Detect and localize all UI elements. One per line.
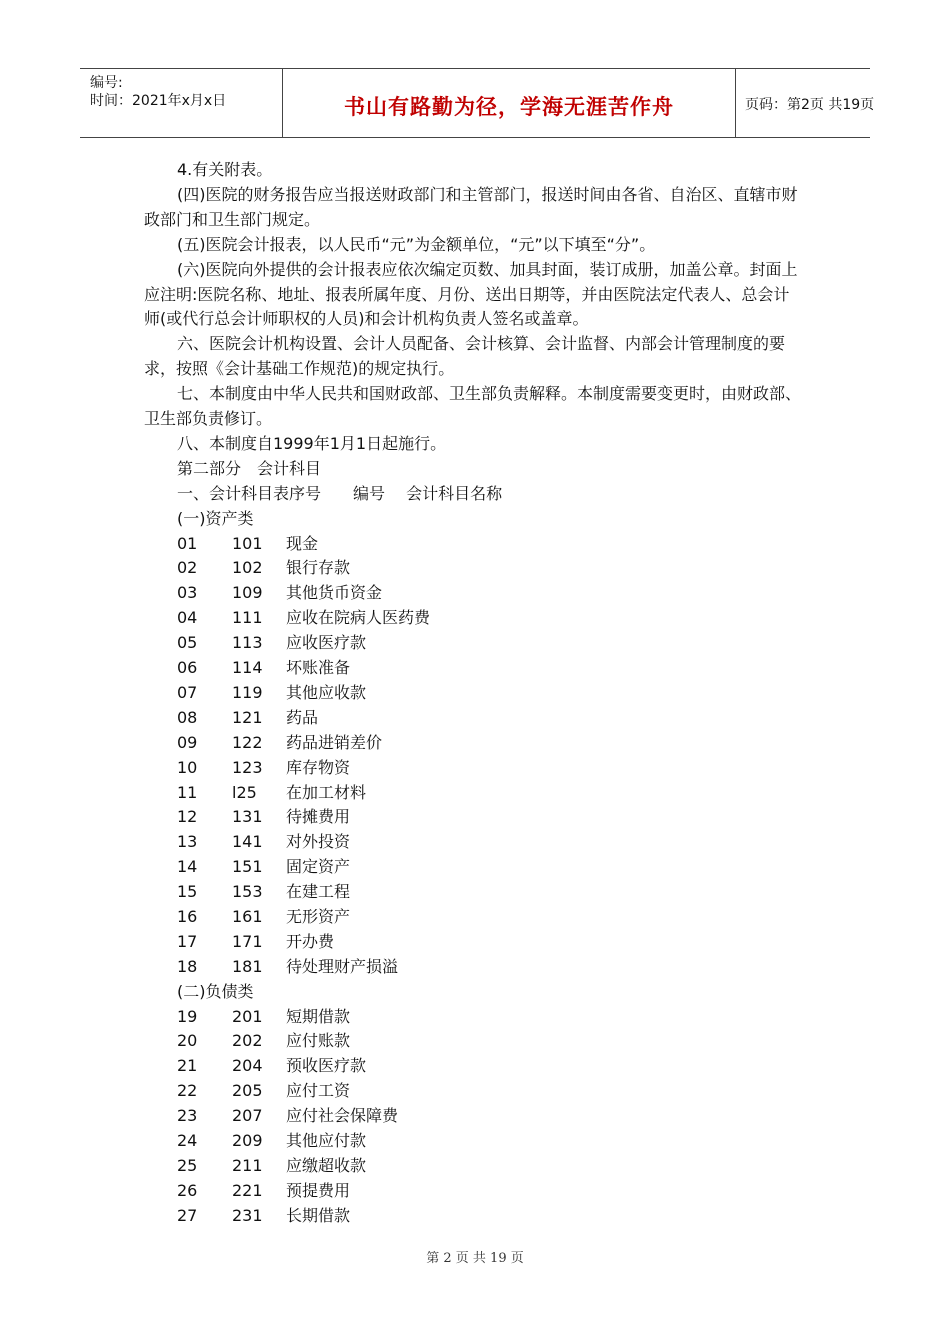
item-seq: 14	[177, 857, 198, 877]
item-seq: 17	[177, 931, 198, 951]
item-name: 其他应收款	[286, 682, 367, 702]
item-seq: 03	[177, 583, 198, 603]
item-seq: 19	[177, 1006, 198, 1026]
item-code: 102	[232, 558, 263, 578]
item-code: 153	[232, 882, 263, 902]
item-name: 待处理财产损溢	[286, 956, 399, 976]
item-code: 209	[232, 1130, 263, 1150]
time-label: 时间：2021年x月x日	[90, 93, 227, 109]
item-code: 202	[232, 1031, 263, 1051]
item-name: 在加工材料	[286, 782, 367, 802]
item-name: 待摊费用	[286, 807, 351, 827]
item-name: 对外投资	[286, 832, 351, 852]
header-page-cell	[735, 69, 875, 137]
paragraph: 八、本制度自1999年1月1日起施行。	[177, 433, 447, 453]
item-code: l25	[232, 782, 257, 802]
item-seq: 10	[177, 757, 198, 777]
list-item	[144, 1204, 804, 1229]
item-name: 应缴超收款	[286, 1155, 367, 1175]
item-name: 银行存款	[286, 558, 351, 578]
item-code: 171	[232, 931, 263, 951]
item-code: 119	[232, 682, 263, 702]
item-code: 161	[232, 906, 263, 926]
item-code: 231	[232, 1205, 263, 1225]
list-item	[144, 781, 804, 806]
item-code: 211	[232, 1155, 263, 1175]
list-item	[144, 1154, 804, 1179]
header-motto-cell	[282, 69, 736, 137]
list-item	[144, 756, 804, 781]
list-item	[144, 905, 804, 930]
category-liabilities: (二)负债类	[177, 981, 254, 1001]
paragraph: (四)医院的财务报告应当报送财政部门和主管部门，报送时间由各省、自治区、直辖市财政部门和卫生部门规定。	[144, 184, 798, 229]
item-code: 123	[232, 757, 263, 777]
list-item	[144, 706, 804, 731]
item-seq: 21	[177, 1056, 198, 1076]
list-item	[144, 855, 804, 880]
list-item	[144, 1129, 804, 1154]
item-code: 122	[232, 732, 263, 752]
item-name: 现金	[286, 533, 319, 553]
item-code: 141	[232, 832, 263, 852]
item-name: 应付账款	[286, 1031, 351, 1051]
item-name: 固定资产	[286, 857, 351, 877]
item-seq: 07	[177, 682, 198, 702]
item-seq: 24	[177, 1130, 198, 1150]
list-item	[144, 830, 804, 855]
list-item	[144, 581, 804, 606]
item-name: 长期借款	[286, 1205, 351, 1225]
item-code: 221	[232, 1180, 263, 1200]
item-code: 201	[232, 1006, 263, 1026]
item-code: 207	[232, 1106, 263, 1126]
list-item	[144, 930, 804, 955]
item-name: 坏账准备	[286, 658, 351, 678]
item-name: 药品	[286, 707, 319, 727]
list-item	[144, 1079, 804, 1104]
item-code: 121	[232, 707, 263, 727]
item-seq: 02	[177, 558, 198, 578]
list-item	[144, 606, 804, 631]
page-header	[80, 68, 875, 138]
item-seq: 23	[177, 1106, 198, 1126]
list-item	[144, 532, 804, 557]
code-label: 编号:	[90, 75, 123, 91]
list-item	[144, 1054, 804, 1079]
item-seq: 26	[177, 1180, 198, 1200]
item-name: 应付社会保障费	[286, 1106, 399, 1126]
list-item	[144, 631, 804, 656]
paragraph: 4.有关附表。	[177, 160, 273, 179]
item-seq: 08	[177, 707, 198, 727]
page-footer: 第 2 页 共 19 页	[426, 1251, 524, 1266]
item-name: 开办费	[286, 931, 335, 951]
item-code: 151	[232, 857, 263, 877]
section-title: 第二部分 会计科目	[177, 458, 322, 478]
item-seq: 06	[177, 658, 198, 678]
item-name: 其他应付款	[286, 1130, 367, 1150]
item-seq: 13	[177, 832, 198, 852]
item-seq: 16	[177, 906, 198, 926]
paragraph: (五)医院会计报表，以人民币“元”为金额单位，“元”以下填至“分”。	[177, 234, 656, 254]
paragraph: 七、本制度由中华人民共和国财政部、卫生部负责解释。本制度需要变更时，由财政部、卫生部负责修订。	[144, 384, 802, 429]
item-code: 111	[232, 608, 263, 628]
item-name: 无形资产	[286, 906, 351, 926]
item-seq: 25	[177, 1155, 198, 1175]
item-code: 181	[232, 956, 263, 976]
item-seq: 11	[177, 782, 198, 802]
list-item	[144, 880, 804, 905]
item-name: 库存物资	[286, 757, 351, 777]
item-seq: 22	[177, 1081, 198, 1101]
item-name: 其他货币资金	[286, 583, 383, 603]
paragraph: 六、医院会计机构设置、会计人员配备、会计核算、会计监督、内部会计管理制度的要求，按照《会计基础工作规范)的规定执行。	[144, 334, 786, 379]
item-code: 131	[232, 807, 263, 827]
item-name: 应付工资	[286, 1081, 351, 1101]
item-code: 101	[232, 533, 263, 553]
item-name: 短期借款	[286, 1006, 351, 1026]
item-seq: 27	[177, 1205, 198, 1225]
item-seq: 01	[177, 533, 198, 553]
item-seq: 15	[177, 882, 198, 902]
item-seq: 09	[177, 732, 198, 752]
item-code: 114	[232, 658, 263, 678]
list-item	[144, 1104, 804, 1129]
item-name: 在建工程	[286, 882, 351, 902]
item-code: 204	[232, 1056, 263, 1076]
item-seq: 20	[177, 1031, 198, 1051]
item-name: 预提费用	[286, 1180, 351, 1200]
list-item	[144, 1029, 804, 1054]
liabilities-list	[144, 1005, 804, 1229]
motto: 书山有路勤为径，学海无涯苦作舟	[344, 94, 674, 119]
list-item	[144, 805, 804, 830]
paragraph: (六)医院向外提供的会计报表应依次编定页数、加具封面，装订成册，加盖公章。封面上应注明:医院名称、地址、报表所属年度、月份、送出日期等，并由医院法定代表人、总会计师(或代行总会计师职权的人员)和会计机构负责人签名或盖章。	[144, 259, 798, 329]
item-name: 应收在院病人医药费	[286, 608, 431, 628]
table-heading: 一、会计科目表序号 编号 会计科目名称	[177, 483, 503, 503]
item-code: 205	[232, 1081, 263, 1101]
list-item	[144, 556, 804, 581]
header-meta-cell	[80, 69, 282, 137]
list-item	[144, 955, 804, 980]
category-assets: (一)资产类	[177, 508, 254, 528]
item-code: 109	[232, 583, 263, 603]
item-code: 113	[232, 633, 263, 653]
item-seq: 12	[177, 807, 198, 827]
item-name: 预收医疗款	[286, 1056, 367, 1076]
item-seq: 18	[177, 956, 198, 976]
page-info: 页码：第2页 共19页	[745, 97, 875, 113]
list-item	[144, 1005, 804, 1030]
item-name: 药品进销差价	[286, 732, 383, 752]
list-item	[144, 681, 804, 706]
list-item	[144, 656, 804, 681]
list-item	[144, 1179, 804, 1204]
item-seq: 05	[177, 633, 198, 653]
document-body	[144, 158, 804, 1229]
item-seq: 04	[177, 608, 198, 628]
assets-list	[144, 532, 804, 980]
item-name: 应收医疗款	[286, 633, 367, 653]
list-item	[144, 731, 804, 756]
